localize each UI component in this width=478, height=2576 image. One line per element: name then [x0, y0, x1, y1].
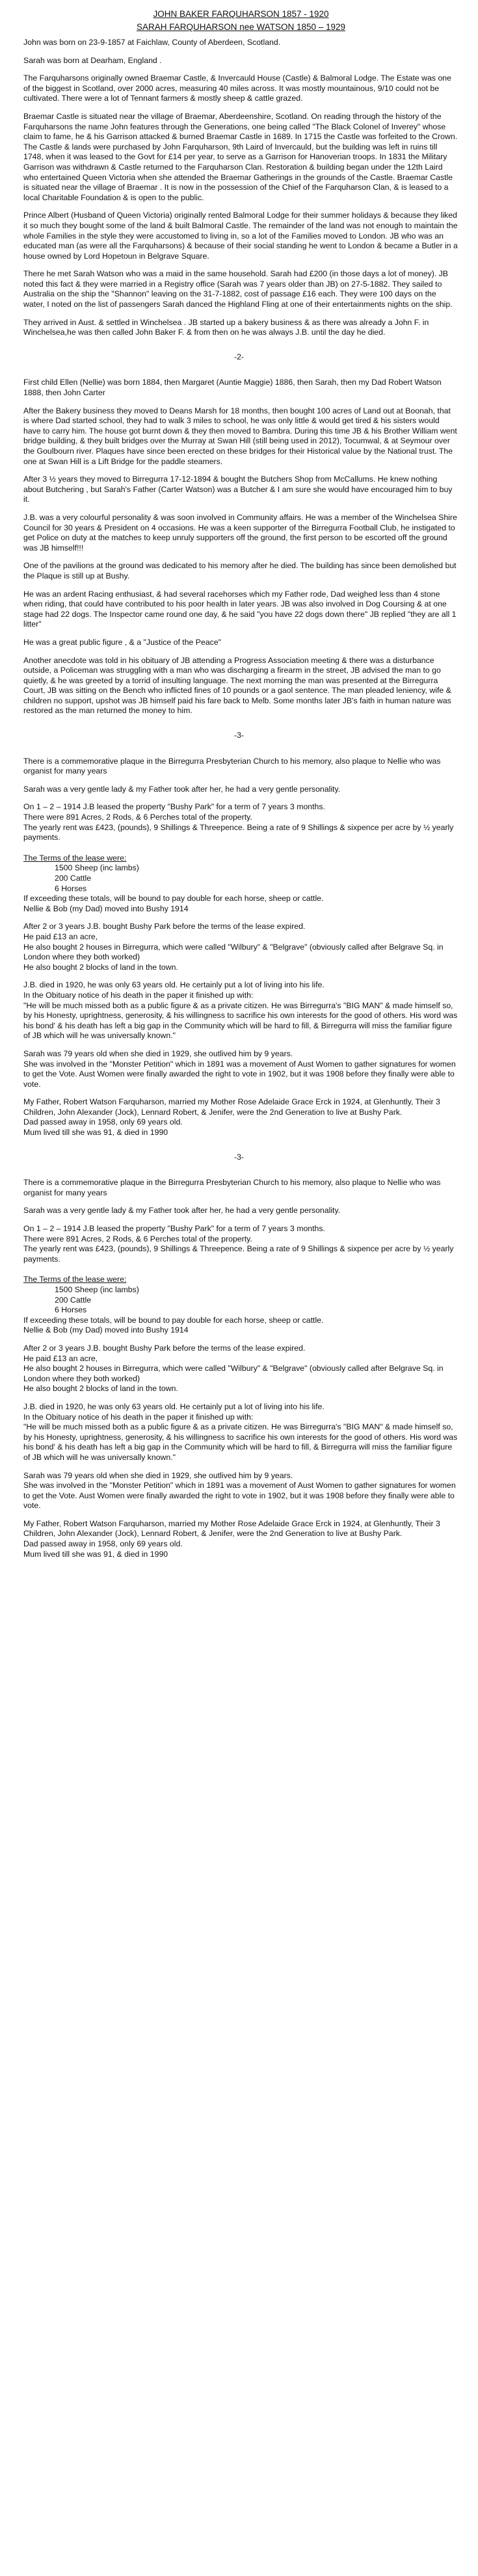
death-line: In the Obituary notice of his death in the paper it finished up with: [23, 990, 254, 1000]
terms-item: 200 Cattle [55, 874, 92, 883]
death-line: J.B. died in 1920, he was only 63 years old. He certainly put a lot of living into his life. [23, 1401, 325, 1411]
paragraph: There he met Sarah Watson who was a maid in the same household. Sarah had £200 (in those days a lot of money). JB noted this fact & they were married in a Registry office (Sarah was 7 years older than JB) on 27-5-1882. They sailed to Australia on the ship the "Shannon" leaving on the 31-7-1882, cost of passage £16 each. They were 100 days on the water, I noted on the list of passengers Sarah danced the Highland Fling at one of their entertainments nights on the ship. [23, 269, 453, 309]
purchase-line: He paid £13 an acre, [23, 1353, 98, 1363]
purchase-line: He also bought 2 houses in Birregurra, which were called "Wilbury" & "Belgrave" (obviously called after Belgrave Sq. in London where they both worked) [23, 942, 444, 962]
lease-terms [23, 1275, 458, 1336]
terms-line: If exceeding these totals, will be bound to pay double for each horse, sheep or cattle. [23, 894, 324, 904]
sarah-line: She was involved in the "Monster Petition" which in 1891 was a movement of Aust Women to gather signatures for women to get the Vote. Aust Women were finally awarded the right to vote in 1902, but it was 1908 before they finally were able to vote. [23, 1481, 456, 1511]
purchase-line: He also bought 2 blocks of land in the town. [23, 962, 178, 972]
page-marker-2: -2- [233, 352, 245, 361]
terms-heading: The Terms of the lease were: [23, 1275, 127, 1284]
page-marker-3: -3- [233, 731, 245, 740]
page-marker-3-repeat: -3- [233, 1152, 245, 1162]
title-john: JOHN BAKER FARQUHARSON 1857 - 1920 [153, 9, 329, 19]
lease-line: The yearly rent was £423, (pounds), 9 Shillings & Threepence. Being a rate of 9 Shillings & sixpence per acre by ½ yearly payments. [23, 822, 454, 842]
page-2 [0, 378, 478, 716]
sarah-line: She was involved in the "Monster Petition" which in 1891 was a movement of Aust Women to gather signatures for women to get the Vote. Aust Women were finally awarded the right to vote in 1902, but it was 1908 before they finally were able to vote. [23, 1059, 456, 1089]
sarah-notes [23, 1471, 458, 1511]
paragraph: Braemar Castle is situated near the village of Braemar, Aberdeenshire, Scotland. On reading through the history of the Farquharsons the name John features through the Generations, one being called "The Black Colonel of Inverey" whose claim to fame, he & his Garrison attacked & burned Braemar Castle in 1689. In 1715 the Castle was forfeited to the Crown. The Castle & lands were purchased by John Farquharson, 9th Laird of Invercauld, but the building was left in ruins till 1748, when it was leased to the Govt for £14 per year, to serve as a Garrison for Hanoverian troops. In 1831 the Military Garrison was withdrawn & Castle returned to the Farquharson Clan. Restoration & building began under the 12th Laird who entertained Queen Victoria when she attended the Braemar Gatherings in the grounds of the Castle. Braemar Castle is situated near the village of Braemar . It is now in the possession of the Chief of the Farquharson Clan, & is leased to a local Charitable Foundation & is open to the public. [23, 111, 458, 202]
lease-line: The yearly rent was £423, (pounds), 9 Shillings & Threepence. Being a rate of 9 Shillings & sixpence per acre by ½ yearly payments. [23, 1244, 454, 1264]
terms-heading: The Terms of the lease were: [23, 853, 127, 863]
lease-line: On 1 – 2 – 1914 J.B leased the property "Bushy Park" for a term of 7 years 3 months. [23, 1224, 325, 1234]
paragraph: Sarah was a very gentle lady & my Father took after her, he had a very gentle personality. [23, 1206, 341, 1216]
paragraph: There is a commemorative plaque in the Birregurra Presbyterian Church to his memory, also plaque to Nellie who was organist for many years [23, 1178, 441, 1197]
paragraph: One of the pavilions at the ground was dedicated to his memory after he died. The building has since been demolished but the Plaque is still up at Bushy. [23, 561, 457, 580]
obituary-quote: "He will be much missed both as a public figure & as a private citizen. He was Birregurra's "BIG MAN" & made himself so, by his Honesty, uprightness, generosity, & his willingness to sacrifice his own interests for the good of others. His word was his bond' & his death has left a big gap in the Community which will be hard to fill, & Birregurra will miss the familiar figure of JB which will he was universally known." [23, 1422, 458, 1462]
terms-item: 1500 Sheep (inc lambs) [55, 1285, 139, 1294]
terms-line: Nellie & Bob (my Dad) moved into Bushy 1914 [23, 1325, 189, 1335]
page-3 [0, 757, 478, 1138]
obituary-quote: "He will be much missed both as a public figure & as a private citizen. He was Birregurra's "BIG MAN" & made himself so, by his Honesty, uprightness, generosity, & his willingness to sacrifice his own interests for the good of others. His word was his bond' & his death has left a big gap in the Community which will be hard to fill, & Birregurra will miss the familiar figure of JB which will he was universally known." [23, 1000, 458, 1041]
page-3-repeat [0, 1178, 478, 1559]
father-line: Dad passed away in 1958, only 69 years old. [23, 1117, 183, 1127]
purchase-line: He also bought 2 blocks of land in the town. [23, 1384, 178, 1394]
father-line: My Father, Robert Watson Farquharson, married my Mother Rose Adelaide Grace Erck in 1924, at Glenhuntly, Their 3 Children, John Alexander (Jock), Lennard Robert, & Jenifer, were the 2nd Generation to live at Bushy Park. [23, 1097, 440, 1117]
lease-line: There were 891 Acres, 2 Rods, & 6 Perches total of the property. [23, 813, 252, 822]
terms-item: 1500 Sheep (inc lambs) [55, 863, 139, 873]
lease-terms [23, 853, 458, 915]
purchase-details [23, 1344, 458, 1394]
father-line: Mum lived till she was 91, & died in 1990 [23, 1128, 168, 1138]
sarah-line: Sarah was 79 years old when she died in 1929, she outlived him by 9 years. [23, 1470, 293, 1480]
purchase-line: He also bought 2 houses in Birregurra, which were called "Wilbury" & "Belgrave" (obviously called after Belgrave Sq. in London where they both worked) [23, 1364, 444, 1383]
purchase-line: He paid £13 an acre, [23, 931, 98, 941]
terms-item: 6 Horses [55, 1305, 87, 1315]
sarah-notes [23, 1049, 458, 1089]
paragraph: Sarah was born at Dearham, England . [23, 55, 162, 65]
death-notice [23, 1402, 458, 1463]
father-line: Dad passed away in 1958, only 69 years old. [23, 1539, 183, 1549]
death-line: J.B. died in 1920, he was only 63 years old. He certainly put a lot of living into his life. [23, 980, 325, 990]
title-sarah: SARAH FARQUHARSON nee WATSON 1850 – 1929 [136, 22, 346, 32]
paragraph: Sarah was a very gentle lady & my Father took after her, he had a very gentle personality. [23, 784, 341, 794]
lease-line: On 1 – 2 – 1914 J.B leased the property "Bushy Park" for a term of 7 years 3 months. [23, 802, 325, 812]
paragraph: First child Ellen (Nellie) was born 1884, then Margaret (Auntie Maggie) 1886, then Sarah, then my Dad Robert Watson 1888, then John Carter [23, 378, 442, 398]
paragraph: Another anecdote was told in his obituary of JB attending a Progress Association meeting & there was a disturbance outside, a Policeman was struggling with a man who was discharging a firearm in the street, JB advised the man to go quietly, & he was greeted by a torrid of insulting language. The next morning the man was presented at the Birregurra Court, JB was sitting on the Bench who inflicted fines of 10 pounds or a gaol sentence. The man pleaded leniency, wife & children no support, upshot was JB himself paid his fare back to Melb. Some months later JB's faith in human nature was restored as the man returned the money to him. [23, 655, 451, 716]
paragraph: He was an ardent Racing enthusiast, & had several racehorses which my Father rode, Dad weighed less than 4 stone when riding, that could have contributed to his poor health in later years. JB was also involved in Dog Coursing & at one stage had 22 dogs. The Inspector came round one day, & he said "you have 22 dogs down there" JB replied "they are all 1 litter" [23, 589, 457, 629]
paragraph: John was born on 23-9-1857 at Faichlaw, County of Aberdeen, Scotland. [23, 38, 281, 47]
purchase-line: After 2 or 3 years J.B. bought Bushy Park before the terms of the lease expired. [23, 1343, 306, 1353]
paragraph: They arrived in Aust. & settled in Winchelsea . JB started up a bakery business & as there was already a John F. in Winchelsea,he was then called John Baker F. & from then on he was always J.B. until the day he died. [23, 317, 429, 337]
lease-details [23, 1224, 458, 1264]
terms-line: Nellie & Bob (my Dad) moved into Bushy 1914 [23, 904, 189, 913]
death-notice [23, 980, 458, 1041]
father-line: My Father, Robert Watson Farquharson, married my Mother Rose Adelaide Grace Erck in 1924, at Glenhuntly, Their 3 Children, John Alexander (Jock), Lennard Robert, & Jenifer, were the 2nd Generation to live at Bushy Park. [23, 1518, 440, 1539]
terms-item: 200 Cattle [55, 1295, 92, 1305]
page-1 [0, 0, 478, 338]
lease-details [23, 802, 458, 842]
paragraph: There is a commemorative plaque in the Birregurra Presbyterian Church to his memory, also plaque to Nellie who was organist for many years [23, 756, 441, 776]
paragraph: After 3 ½ years they moved to Birregurra 17-12-1894 & bought the Butchers Shop from McCallums. He knew nothing about Butchering , but Sarah's Father (Carter Watson) was a Butcher & I am sure she would have encouraged him to buy it. [23, 475, 453, 504]
paragraph: He was a great public figure , & a "Justice of the Peace" [23, 637, 222, 647]
sarah-line: Sarah was 79 years old when she died in 1929, she outlived him by 9 years. [23, 1048, 293, 1058]
purchase-details [23, 922, 458, 972]
father-notes [23, 1519, 458, 1559]
paragraph: Prince Albert (Husband of Queen Victoria) originally rented Balmoral Lodge for their summer holidays & because they liked it so much they bought some of the land & built Balmoral Castle. The remainder of the land was not enough to maintain the whole Families in the style they were accustomed to living in, so a lot of the Families moved to London. JB who was an educated man (as were all the Farquharsons) & because of their social standing he went to London & became a Butler in a house owned by Lord Hopetoun in Belgrave Square. [23, 211, 458, 261]
paragraph: J.B. was a very colourful personality & was soon involved in Community affairs. He was a member of the Winchelsea Shire Council for 30 years & President on 4 occasions. He was a keen supporter of the Birregurra Football Club, he instigated to get Police on duty at the matches to keep unruly supporters off the ground, the first person to be escorted off the ground was JB himself!!! [23, 512, 457, 553]
death-line: In the Obituary notice of his death in the paper it finished up with: [23, 1412, 254, 1422]
father-line: Mum lived till she was 91, & died in 1990 [23, 1549, 168, 1559]
paragraph: The Farquharsons originally owned Braemar Castle, & Invercauld House (Castle) & Balmoral Lodge. The Estate was one of the biggest in Scotland, over 2000 acres, measuring 40 miles across. It was mostly mountainous, 9/10 could not be cultivated. There were a lot of Tennant farmers & mostly sheep & cattle grazed. [23, 73, 451, 103]
lease-line: There were 891 Acres, 2 Rods, & 6 Perches total of the property. [23, 1234, 252, 1243]
father-notes [23, 1097, 458, 1138]
terms-item: 6 Horses [55, 883, 87, 893]
purchase-line: After 2 or 3 years J.B. bought Bushy Park before the terms of the lease expired. [23, 922, 306, 931]
paragraph: After the Bakery business they moved to Deans Marsh for 18 months, then bought 100 acres of Land out at Boonah, that is where Dad started school, they had to walk 3 miles to school, he was only little & would get tired & his sisters would have to carry him. The house got burnt down & they then moved to Bambra. During this time JB & his Brother William went bridge building, & they built bridges over the Murray at Swan Hill (still being used in 2012), Tocumwal, & at Seymour over the Goulbourn river. Plaques have since been erected on these bridges for their Historical value by the National trust. The one at Swan Hill is a Lift Bridge for the paddle steamers. [23, 406, 457, 466]
terms-line: If exceeding these totals, will be bound to pay double for each horse, sheep or cattle. [23, 1315, 324, 1325]
